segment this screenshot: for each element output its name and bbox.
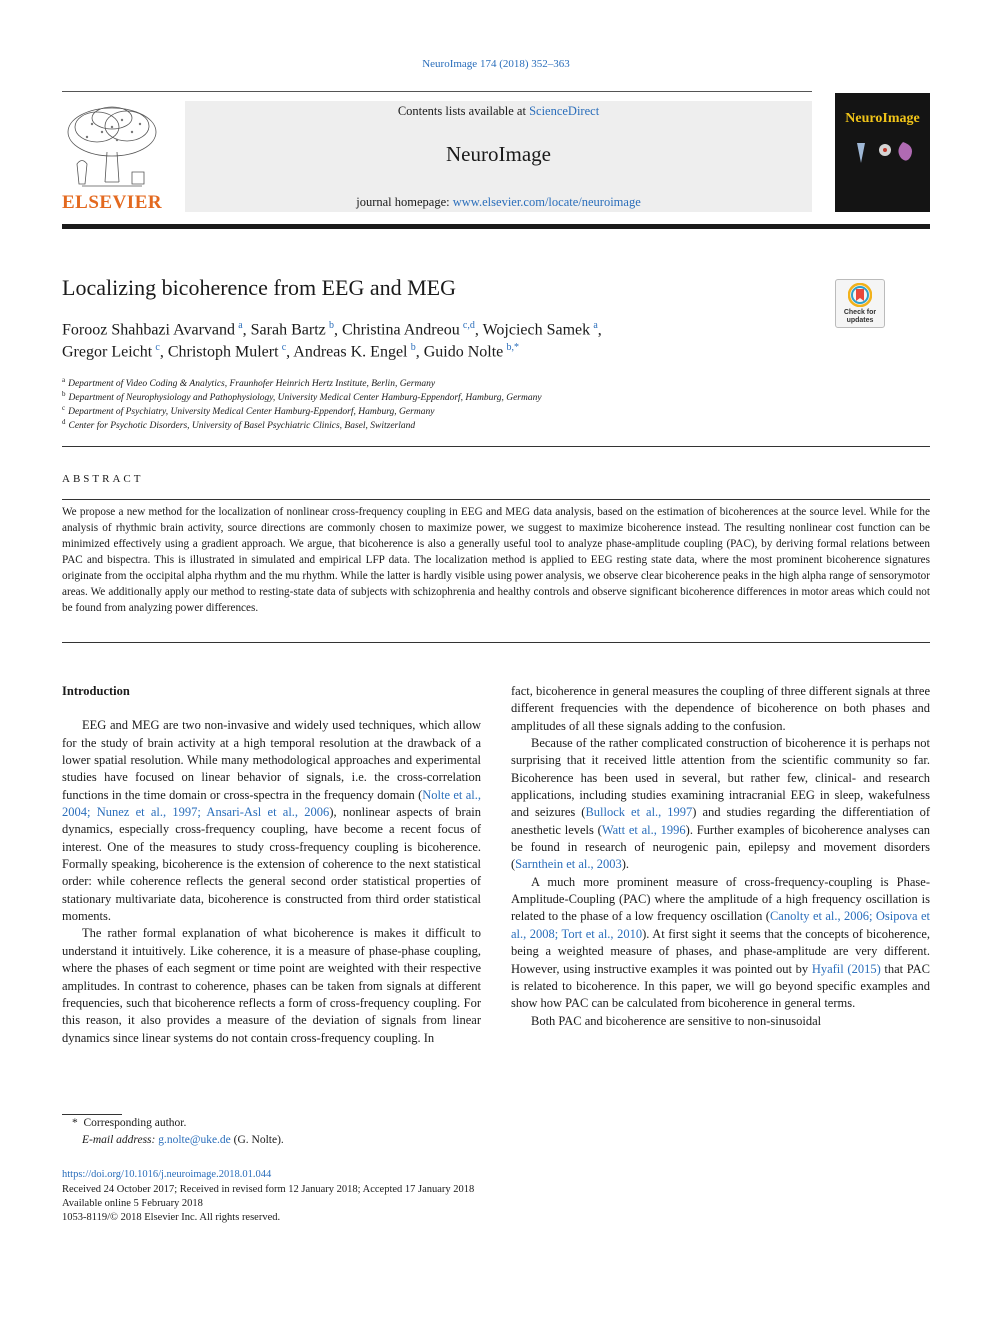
author-separator: , — [415, 343, 424, 361]
citation-link[interactable]: Hyafil (2015) — [811, 961, 881, 976]
abstract-text: We propose a new method for the localization of nonlinear cross-frequency coupling in EEG and MEG data analysis, based on the estimation of bicoherences at the source level. While for the analysis of rhythmic brain activity, source directions are commonly chosen to maximize power, we suggest to maximize bicoherence instead. The resulting nonlinear cost function can be minimized effectively using a gradient approach. We argue, that bicoherence is also a generally useful tool to analyze phase-amplitude coupling (PAC), by deriving formal relations between PAC and bispectra. This is illustrated in simulated and empirical LFP data. The localization method is applied to EEG resting state data, where the most prominent bicoherence signatures originate from the occipital alpha rhythm and the mu rhythm. While the latter is hardly visible using power analysis, we observe clear bicoherence peaks in the high alpha range of sensorymotor areas. We additionally apply our method to resting-state data of subjects with schizophrenia and healthy controls and observe significant bicoherence differences in motor areas which could not be found from analyzing power differences. — [62, 506, 930, 614]
citation-link[interactable]: Nolte et al., 2004; Nunez et al., 1997; Ansari-Asl et al., 2006 — [62, 787, 481, 820]
journal-cover[interactable] — [835, 93, 930, 212]
affiliation-c: $^c$ Department of Psychiatry, University Medical Center Hamburg-Eppendorf, Hamburg, Germany — [62, 404, 435, 418]
left-column — [62, 683, 481, 1047]
author-name[interactable]: Sarah Bartz — [250, 321, 326, 339]
text-run: fact, bicoherence in general measures the coupling of three different signals at three different frequencies with the dependence of bicoherence on both phases and amplitudes of all these signals adding to the confusion. — [511, 684, 930, 733]
author-name[interactable]: Wojciech Samek — [482, 321, 591, 339]
author-affiliation-marker[interactable]: c — [155, 342, 160, 353]
author-separator: , — [333, 321, 342, 339]
author-name[interactable]: Andreas K. Engel — [293, 343, 408, 361]
publisher-wordmark: ELSEVIER — [62, 192, 163, 213]
paragraph — [511, 735, 930, 874]
affiliation-a: $^a$ Department of Video Coding & Analytics, Fraunhofer Heinrich Hertz Institute, Berlin, Germany — [62, 376, 436, 390]
affiliation-b: $^b$ Department of Neurophysiology and Pathophysiology, University Medical Center Hamburg-Eppendorf, Hamburg, Germany — [62, 390, 542, 404]
cover-brain-image-icon — [845, 138, 920, 168]
text-run: ). At first sight it seems that the concepts of bicoherence, being a weighted measure of phases, and phase-amplitude are very different. However, using instructive examples it was pointed out by — [511, 926, 930, 976]
received-dates: Received 24 October 2017; Received in revised form 12 January 2018; Accepted 17 January 2018 — [62, 1184, 475, 1195]
homepage-line — [185, 195, 812, 210]
bookmark-ribbon-icon — [848, 283, 872, 307]
header-thick-rule — [62, 224, 930, 229]
homepage-prefix: journal homepage: — [356, 195, 453, 209]
text-run: that PAC is related to bicoherence. In this paper, we will go beyond specific examples and show how PAC can be calculated from bicoherence in general terms. — [511, 961, 930, 1011]
citation-link[interactable]: Bullock et al., 1997 — [585, 805, 693, 820]
citation-link[interactable]: Watt et al., 1996 — [601, 822, 686, 837]
author-separator: , — [159, 343, 168, 361]
author-affiliation-marker[interactable]: b,* — [506, 342, 519, 353]
text-run: Because of the rather complicated construction of bicoherence it is perhaps not surprising that it received little attention from the scientific community so far. Bicoherence has been used in several, but rather few, clinical- and research applications, including studies examining intracranial EEG in sleep, wakefulness and seizures ( — [511, 736, 930, 820]
contents-prefix: Contents lists available at — [397, 104, 530, 118]
section-heading: Introduction — [62, 684, 130, 698]
author-name[interactable]: Christina Andreou — [341, 321, 460, 339]
abstract-top-rule — [62, 499, 930, 500]
authors-line-2 — [62, 342, 519, 361]
citation-link[interactable]: Sarnthein et al., 2003 — [515, 857, 622, 872]
author-affiliation-marker[interactable]: a — [238, 320, 243, 331]
text-run: The rather formal explanation of what bicoherence is makes it difficult to understand it intuitively. Like coherence, it is a measure of phase-phase coupling, where the phases of each segment or time point are weighted with their respective amplitudes. In contrast to coherence, phases can be taken from signals at different frequencies, such that bicoherence reflects a form of cross-frequency coupling. For this reason, it also provides a measure of the deviation of signals from linear dynamics since linear systems do not contain cross-frequency coupling. In — [62, 926, 481, 1045]
author-affiliation-marker[interactable]: c — [281, 342, 287, 353]
online-date: Available online 5 February 2018 — [62, 1198, 203, 1209]
homepage-link[interactable]: www.elsevier.com/locate/neuroimage — [452, 195, 641, 209]
author-name[interactable]: Forooz Shahbazi Avarvand — [62, 321, 235, 339]
paragraph — [511, 683, 930, 735]
author-affiliation-marker[interactable]: b — [410, 342, 416, 353]
author-affiliation-marker[interactable]: c,d — [462, 320, 475, 331]
abstract-bottom-rule — [62, 642, 930, 643]
authors-line-1 — [62, 320, 602, 339]
text-run: A much more prominent measure of cross-frequency-coupling is Phase-Amplitude-Coupling (PAC) where the amplitude of a high frequency oscillation is related to the phase of a low frequency oscillation ( — [511, 874, 930, 924]
text-run: ), nonlinear aspects of brain dynamics, especially cross-frequency coupling, have become a recent focus of interest. One of the measures to study cross-frequency coupling is bicoherence. Formally speaking, bicoherence is the extension of coherence to the next statistical order: while coherence reflects the general second order statistical properties of stationary multivariate data, bicoherence is constructed from third order statistical moments. — [62, 805, 481, 924]
footnote-marker: * — [72, 1117, 78, 1129]
cover-title: NeuroImage — [845, 111, 920, 126]
author-affiliation-marker[interactable]: a — [593, 320, 598, 331]
contents-line — [185, 104, 812, 119]
corresponding-text: Corresponding author. — [83, 1117, 187, 1129]
doi-link[interactable]: https://doi.org/10.1016/j.neuroimage.2018.01.044 — [62, 1169, 272, 1180]
email-link[interactable]: g.nolte@uke.de — [158, 1134, 231, 1146]
abstract-heading: ABSTRACT — [62, 473, 144, 485]
author-separator: , — [286, 343, 294, 361]
author-separator: , — [597, 321, 602, 339]
sciencedirect-link[interactable]: ScienceDirect — [529, 104, 600, 118]
author-name[interactable]: Christoph Mulert — [167, 343, 279, 361]
header-rule — [62, 91, 812, 92]
text-run: ). Further examples of bicoherence analyses can be found in research of neurogenic pain, epilepsy and movement disorders ( — [511, 822, 930, 872]
footnote-rule — [62, 1114, 122, 1115]
affiliation-d: $^d$ Center for Psychotic Disorders, University of Basel Psychiatric Clinics, Basel, Switzerland — [62, 418, 416, 432]
citation-link[interactable]: Canolty et al., 2006; Osipova et al., 2008; Tort et al., 2010 — [511, 909, 930, 941]
paragraph — [511, 1013, 930, 1030]
check-for-updates-button[interactable] — [835, 279, 885, 328]
email-note — [82, 1134, 284, 1146]
journal-citation[interactable]: NeuroImage 174 (2018) 352–363 — [422, 58, 570, 70]
author-affiliation-marker[interactable]: b — [328, 320, 334, 331]
author-separator: , — [242, 321, 251, 339]
email-label: E-mail address: — [82, 1134, 156, 1146]
author-name[interactable]: Gregor Leicht — [62, 343, 153, 361]
text-run: Both PAC and bicoherence are sensitive to non-sinusoidal — [531, 1013, 822, 1028]
copyright-line: 1053-8119/© 2018 Elsevier Inc. All rights reserved. — [62, 1212, 281, 1223]
author-name[interactable]: Guido Nolte — [423, 343, 504, 361]
text-run: EEG and MEG are two non-invasive and widely used techniques, which allow for the study of brain activity at a high temporal resolution at the drawback of a lower spatial resolution. While many methodological approaches and experimental studies have focused on linear behavior of signals, i.e. the cross-correlation functions in the time domain or cross-spectra in the frequency domain ( — [62, 718, 481, 802]
paragraph — [62, 925, 481, 1046]
corresponding-author-note — [72, 1117, 186, 1129]
check-updates-label: Check for updates — [843, 309, 877, 324]
text-run: ). — [621, 857, 630, 872]
text-run: ) and studies regarding the differentiation of anesthetic levels ( — [511, 805, 930, 837]
author-separator: , — [474, 321, 483, 339]
paragraph — [62, 717, 481, 925]
journal-name: NeuroImage — [446, 142, 551, 166]
paper-title: Localizing bicoherence from EEG and MEG — [62, 275, 457, 300]
right-column — [511, 683, 930, 1030]
email-suffix: (G. Nolte). — [230, 1134, 284, 1146]
paragraph — [511, 874, 930, 1013]
affiliation-rule — [62, 446, 930, 447]
